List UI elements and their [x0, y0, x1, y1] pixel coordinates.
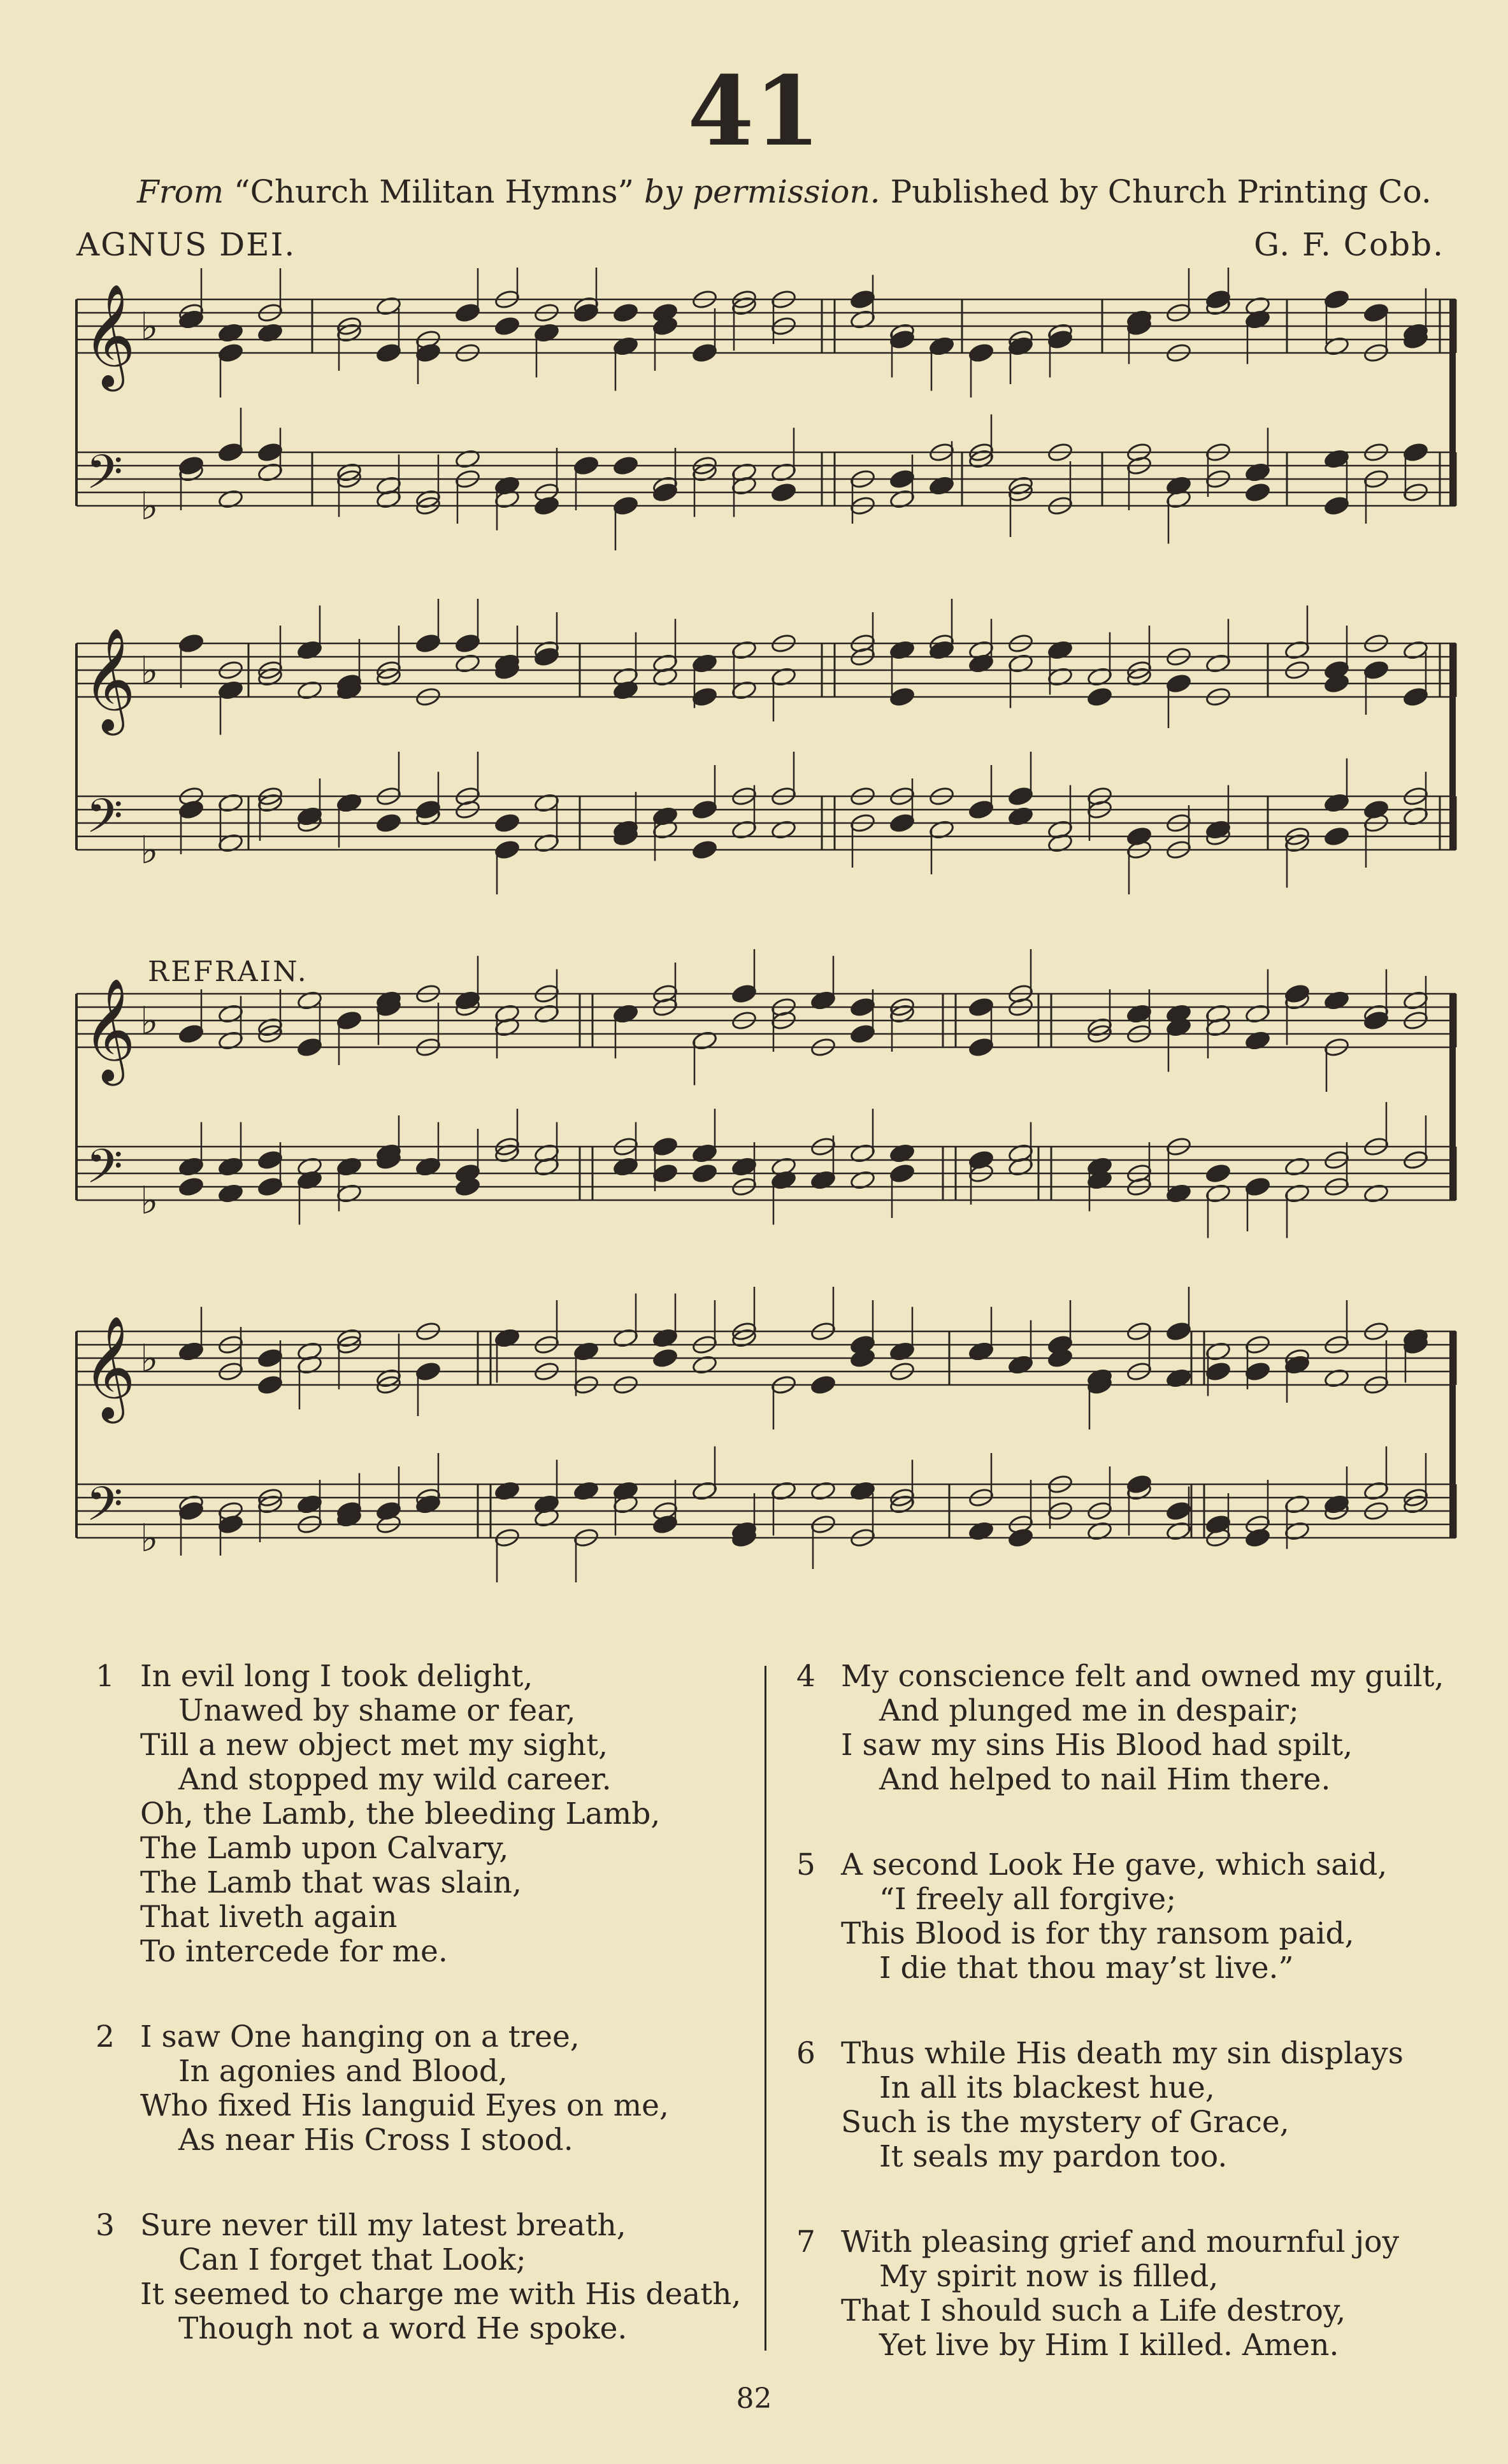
verse-line: As near His Cross I stood.: [178, 2123, 573, 2158]
credit-permission: by permission.: [644, 173, 880, 210]
verse-line: Who fixed His languid Eyes on me,: [140, 2088, 669, 2123]
verse-number: 2: [96, 2019, 115, 2054]
verses-section: [96, 1659, 1453, 2367]
verse-number: 4: [796, 1659, 815, 1694]
svg-text:𝄢: 𝄢: [86, 1139, 123, 1206]
verse-number: 5: [796, 1847, 815, 1882]
verse-line: And helped to nail Him there.: [879, 1762, 1331, 1797]
verse-line: It seals my pardon too.: [879, 2139, 1228, 2174]
verse-6: [796, 2036, 1404, 2174]
svg-text:𝄞: 𝄞: [83, 627, 136, 731]
svg-text:𝄢: 𝄢: [86, 789, 123, 856]
verse-line: “I freely all forgive;: [879, 1882, 1177, 1917]
verse-number: 6: [796, 2036, 815, 2071]
verse-line: In evil long I took delight,: [140, 1659, 533, 1694]
verse-number: 3: [96, 2208, 115, 2243]
verse-line: In all its blackest hue,: [879, 2070, 1215, 2105]
refrain-label: REFRAIN.: [148, 956, 308, 988]
system-2: [76, 599, 1456, 894]
verse-line: Thus while His death my sin displays: [841, 2036, 1404, 2071]
verse-line: Yet live by Him I killed. Amen.: [879, 2328, 1339, 2363]
verse-4: [796, 1659, 1444, 1797]
verse-line: With pleasing grief and mournful joy: [841, 2224, 1399, 2260]
verse-line: That liveth again: [140, 1900, 398, 1935]
verse-line: I saw my sins His Blood had spilt,: [841, 1728, 1353, 1763]
verse-line: The Lamb upon Calvary,: [140, 1831, 509, 1866]
verse-number: 7: [796, 2224, 815, 2260]
verse-line: Sure never till my latest breath,: [140, 2208, 626, 2243]
verse-3: [96, 2208, 742, 2346]
verse-5: [796, 1847, 1388, 1986]
verse-line: Though not a word He spoke.: [178, 2311, 628, 2346]
verse-line: I die that thou may’st live.”: [879, 1951, 1294, 1986]
svg-text:♭: ♭: [140, 1336, 159, 1381]
svg-text:𝄢: 𝄢: [86, 445, 123, 512]
verse-line: Oh, the Lamb, the bleeding Lamb,: [140, 1796, 661, 1831]
verse-line: My conscience felt and owned my guilt,: [841, 1659, 1444, 1694]
system-1: [76, 268, 1456, 550]
verse-line: To intercede for me.: [140, 1934, 448, 1969]
verse-line: This Blood is for thy ransom paid,: [841, 1916, 1354, 1951]
verse-2: [96, 2019, 669, 2158]
system-4: [76, 1287, 1456, 1582]
svg-text:♭: ♭: [140, 648, 159, 693]
tune-name: AGNUS DEI.: [76, 226, 296, 263]
music-score: [70, 268, 1459, 1612]
credit-line: [137, 173, 1432, 210]
verse-line: And stopped my wild career.: [178, 1762, 612, 1797]
svg-text:♭: ♭: [140, 999, 159, 1043]
verse-line: And plunged me in despair;: [879, 1693, 1299, 1728]
verse-line: I saw One hanging on a tree,: [140, 2019, 580, 2054]
svg-text:♭: ♭: [140, 304, 159, 349]
svg-text:𝄞: 𝄞: [83, 1315, 136, 1419]
verse-7: [796, 2224, 1399, 2363]
svg-text:𝄞: 𝄞: [83, 978, 136, 1082]
verse-line: In agonies and Blood,: [178, 2054, 508, 2089]
svg-text:♭: ♭: [140, 828, 159, 873]
verse-1: [96, 1659, 661, 1969]
verse-line: Can I forget that Look;: [178, 2242, 526, 2277]
svg-text:𝄞: 𝄞: [83, 283, 136, 387]
verse-line: That I should such a Life destroy,: [841, 2293, 1346, 2328]
verse-line: My spirit now is filled,: [879, 2259, 1219, 2294]
credit-source: “Church Militan Hymns”: [234, 173, 635, 210]
verse-line: Unawed by shame or fear,: [178, 1693, 576, 1728]
composer: G. F. Cobb.: [1254, 226, 1444, 263]
svg-text:𝄢: 𝄢: [86, 1477, 123, 1544]
svg-text:♭: ♭: [140, 484, 159, 529]
column-divider: [765, 1666, 766, 2351]
verse-line: The Lamb that was slain,: [140, 1865, 522, 1900]
verse-number: 1: [96, 1659, 115, 1694]
verse-line: A second Look He gave, which said,: [841, 1847, 1388, 1882]
page-number: 82: [736, 2382, 772, 2415]
svg-text:♭: ♭: [140, 1178, 159, 1223]
verse-line: It seemed to charge me with His death,: [140, 2277, 742, 2312]
svg-text:♭: ♭: [140, 1516, 159, 1561]
hymn-number: 41: [687, 55, 821, 168]
verse-line: Till a new object met my sight,: [140, 1728, 608, 1763]
credit-publisher: Published by Church Printing Co.: [890, 173, 1432, 210]
credit-from: From: [137, 173, 224, 210]
verse-line: Such is the mystery of Grace,: [841, 2105, 1289, 2140]
system-3: [76, 949, 1456, 1238]
